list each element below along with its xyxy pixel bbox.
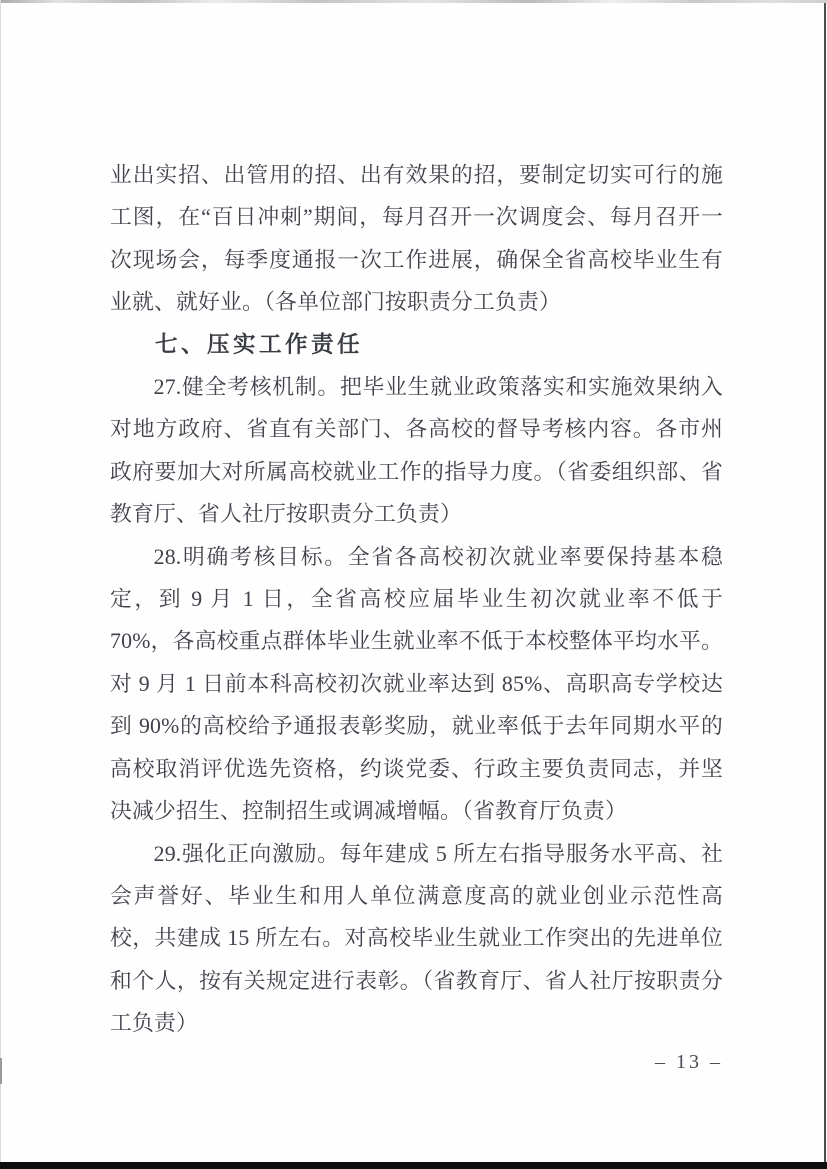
- document-body: [110, 154, 723, 1045]
- body-paragraph-27: 27.健全考核机制。把毕业生就业政策落实和实施效果纳入对地方政府、省直有关部门、各高校的督导考核内容。各市州政府要加大对所属高校就业工作的指导力度。（省委组织部、省教育厅、省人社厅按职责分工负责）: [110, 375, 723, 527]
- scan-artifact-left-mark: [0, 1058, 2, 1084]
- scan-artifact-right-edge: [824, 3, 826, 1162]
- scan-artifact-left-edge: [0, 0, 1, 1162]
- page-number: – 13 –: [655, 1051, 723, 1073]
- body-paragraph-29: 29.强化正向激励。每年建成 5 所左右指导服务水平高、社会声誉好、毕业生和用人单位满意度高的就业创业示范性高校，共建成 15 所左右。对高校毕业生就业工作突出的先进单位和个人，按有关规定进行表彰。（省教育厅、省人社厅按职责分工负责）: [110, 841, 723, 1036]
- scan-artifact-top-edge: [0, 0, 827, 3]
- section-heading: 七、压实工作责任: [155, 331, 364, 357]
- body-paragraph-28: 28.明确考核目标。全省各高校初次就业率要保持基本稳定，到 9 月 1 日，全省高校应届毕业生初次就业率不低于 70%，各高校重点群体毕业生就业率不低于本校整体平均水平。对 9 月 1 日前本科高校初次就业率达到 85%、高职高专学校达到 90%的高校给予通报表彰奖励，就业率低于去年同期水平的高校取消评优选先资格，约谈党委、行政主要负责同志，并坚决减少招生、控制招生或调减增幅。（省教育厅负责）: [110, 544, 723, 824]
- scan-artifact-bottom-bar: [0, 1162, 827, 1169]
- body-paragraph-continuation: 业出实招、出管用的招、出有效果的招，要制定切实可行的施工图，在“百日冲刺”期间，每月召开一次调度会、每月召开一次现场会，每季度通报一次工作进展，确保全省高校毕业生有业就、就好业。（各单位部门按职责分工负责）: [110, 163, 723, 315]
